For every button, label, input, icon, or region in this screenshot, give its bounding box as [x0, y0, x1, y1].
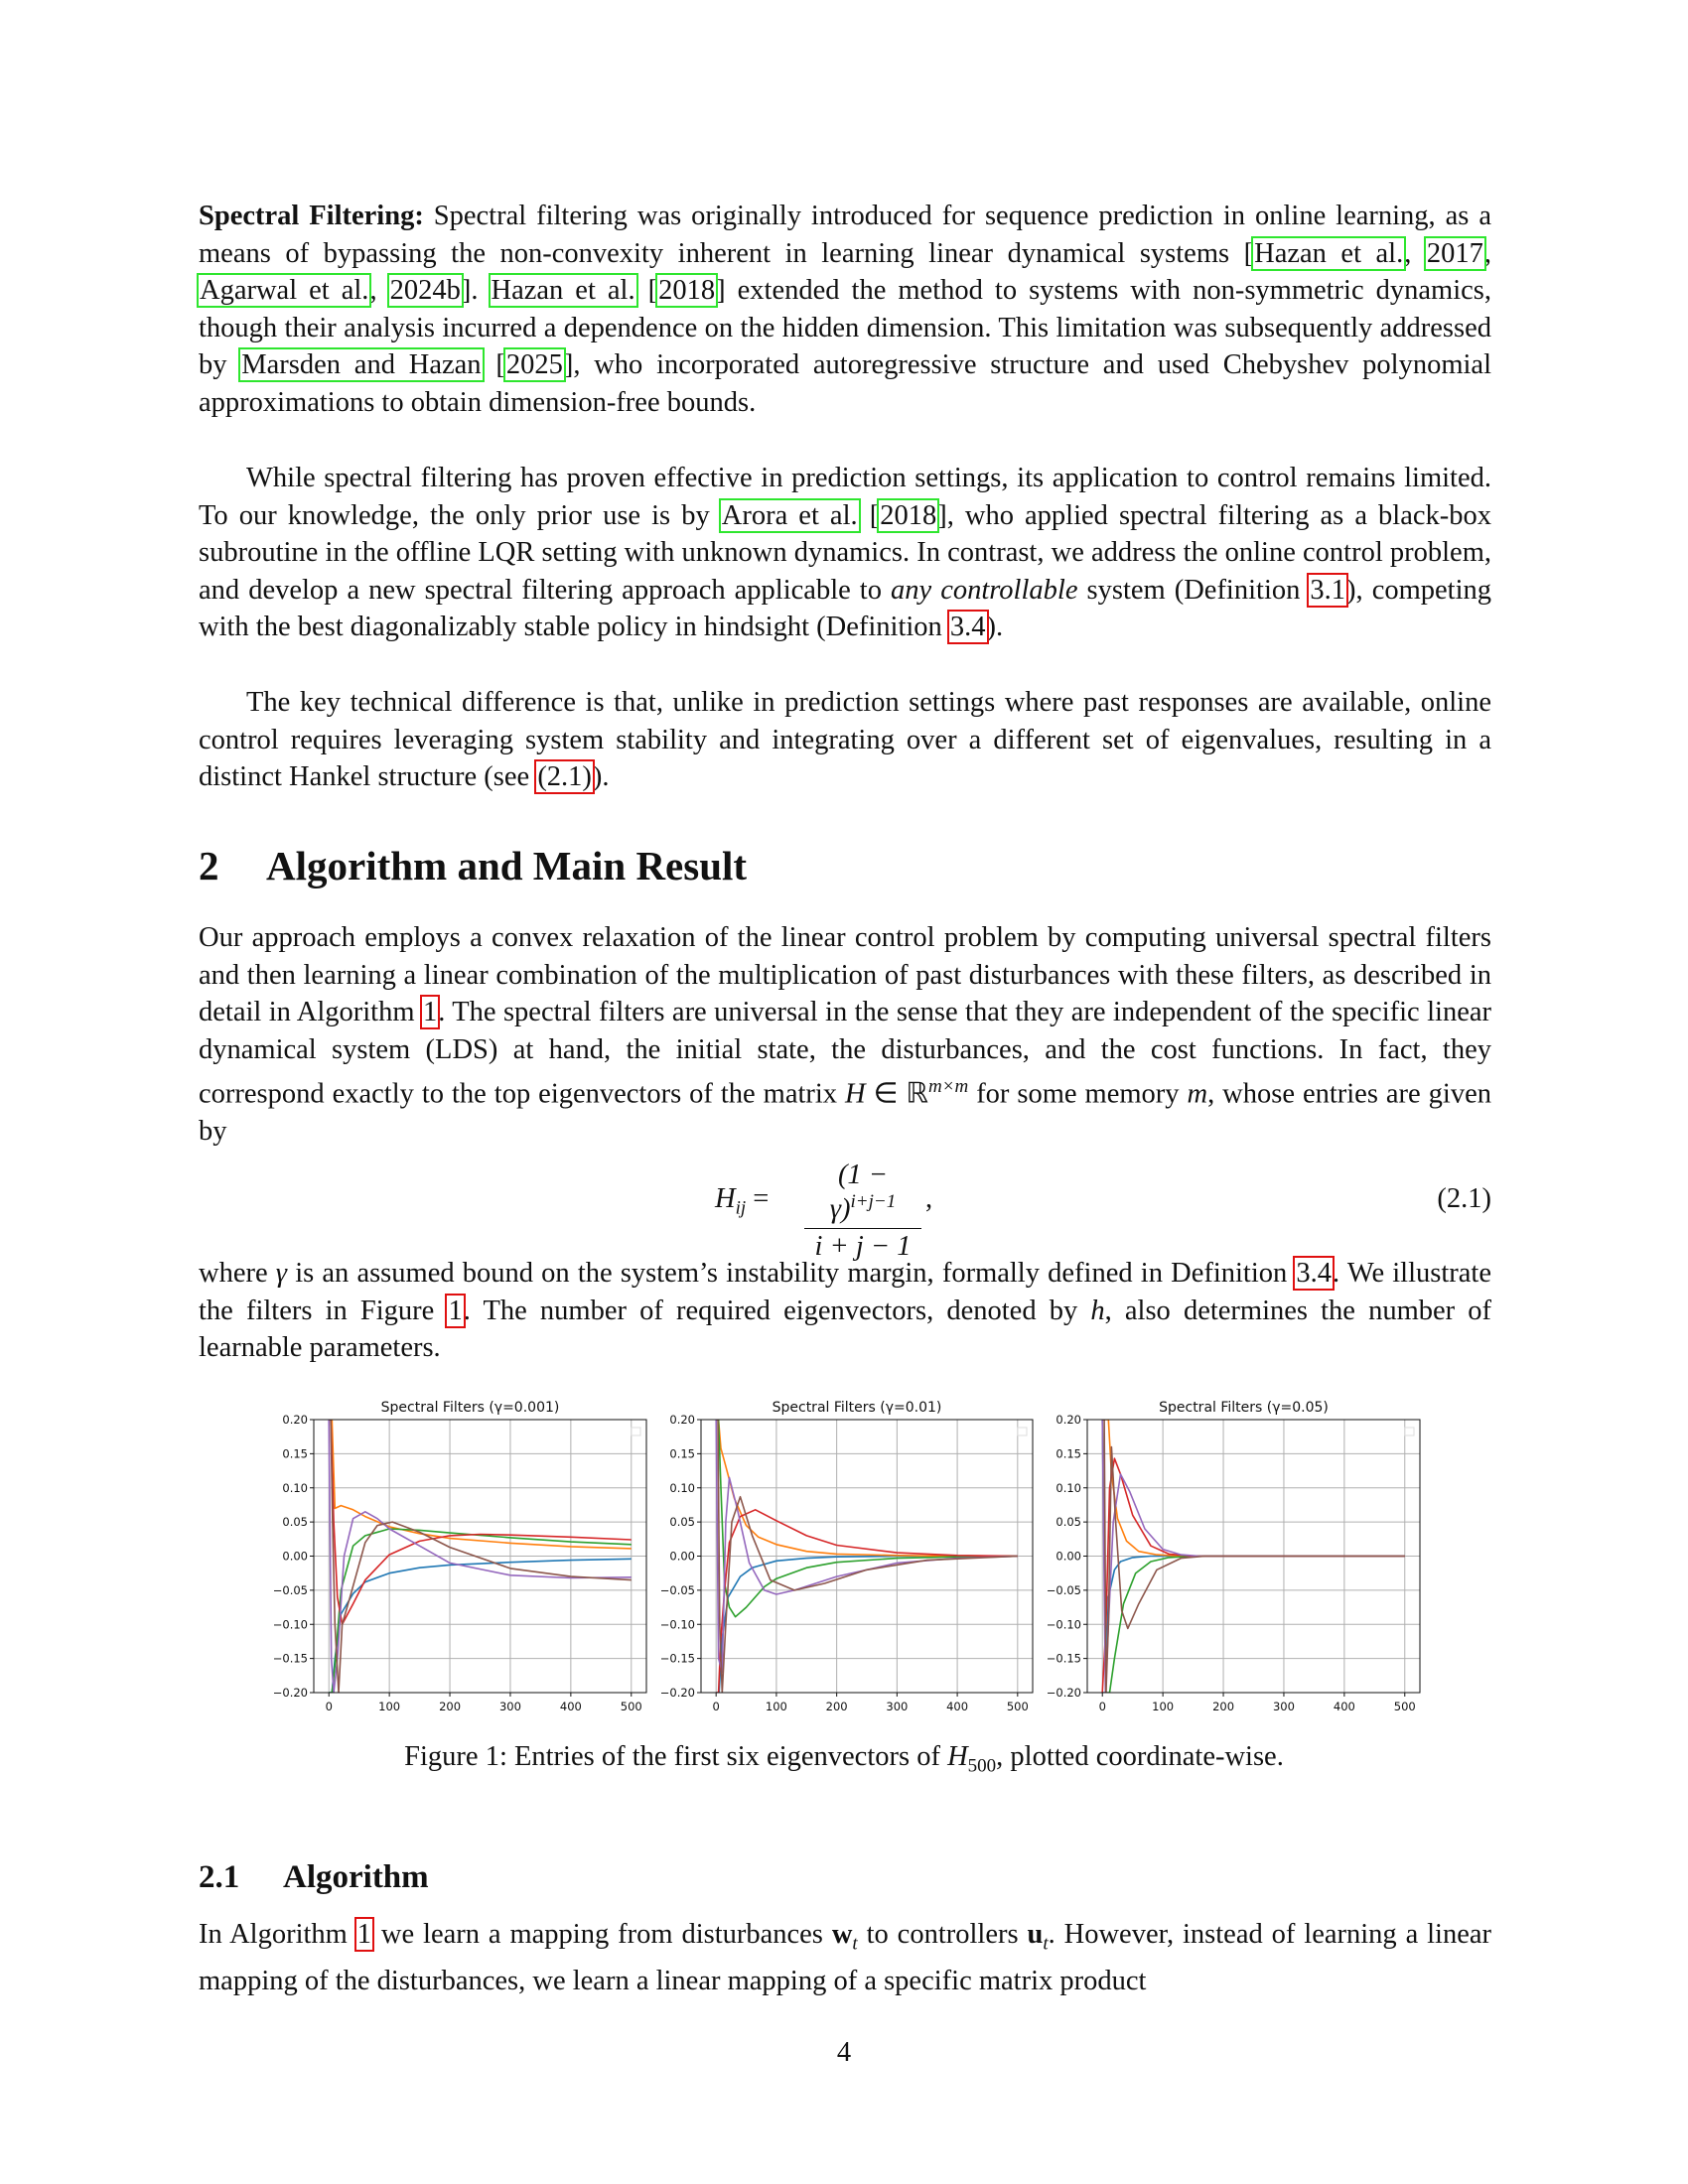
paragraph-key-difference	[199, 684, 1491, 796]
y-tick-label: −0.20	[1046, 1686, 1081, 1700]
math-symbol: γ	[275, 1258, 288, 1289]
reference-link-definition-3-4[interactable]: 3.4	[949, 612, 986, 643]
text: , whose entries are given by	[199, 1078, 1491, 1148]
reference-link-definition-3-1[interactable]: 3.1	[1310, 574, 1346, 606]
section-heading-2-1	[199, 1859, 429, 1896]
y-tick-label: 0.20	[1055, 1413, 1081, 1427]
text: Spectral filtering was originally introduced for sequence prediction in online learning, as a means of bypassing the non-convexity inherent in learning linear dynamical systems [	[199, 201, 1491, 269]
series-line-3	[716, 1420, 1018, 1617]
series-line-1	[1102, 1557, 1405, 1694]
math-subscript: ij	[735, 1197, 747, 1219]
x-tick-label: 500	[1393, 1700, 1416, 1713]
citation-link-agarwal-2024b-year[interactable]: 2024b	[389, 275, 461, 307]
grid-lines	[1087, 1420, 1420, 1693]
grid-lines	[314, 1420, 646, 1693]
legend-box	[1405, 1428, 1414, 1435]
page-number: 4	[836, 2037, 852, 2068]
text: to controllers	[857, 1919, 1028, 1950]
y-tick-label: 0.15	[282, 1446, 308, 1461]
text: ).	[592, 761, 610, 793]
series-line-6	[329, 1420, 632, 1693]
math-subscript: 500	[967, 1755, 997, 1777]
text: ).	[986, 612, 1004, 643]
series-lines	[329, 1420, 632, 1693]
text: system (Definition	[1077, 574, 1310, 606]
chart-title: Spectral Filters (γ=0.01)	[772, 1400, 942, 1416]
series-line-5	[1102, 1420, 1405, 1693]
x-tick-label: 0	[1098, 1700, 1106, 1713]
citation-link-marsden-hazan-author[interactable]: Marsden and Hazan	[241, 349, 482, 381]
fraction-numerator	[804, 1160, 921, 1229]
equation-2-1	[199, 1160, 1491, 1262]
text: ,	[1483, 237, 1492, 269]
math-subscript: t	[1043, 1933, 1049, 1955]
text: , who applied spectral filtering as a black-box subroutine in the offline LQR setting with unknown dynamics. In contrast, we address the online control problem, and develop a new spectral filtering approach applicable to	[199, 499, 1491, 606]
runin-heading: Spectral Filtering:	[199, 201, 424, 231]
math-vector-w: w	[831, 1919, 853, 1950]
series-line-2	[1102, 1420, 1405, 1557]
x-tick-label: 400	[559, 1700, 582, 1713]
text: extended the method to systems with non-symmetric dynamics, though their analysis incurred a dependence on the hidden dimension. This limitation was subsequently addressed by	[199, 275, 1491, 381]
chart-spectral-filters-gamma-0-001	[273, 1400, 646, 1713]
x-tick-label: 300	[498, 1700, 521, 1713]
equation-tag: (2.1)	[1437, 1183, 1491, 1214]
text: where	[199, 1258, 276, 1289]
text: , also determines the number of learnable parameters.	[199, 1295, 1492, 1364]
figure-caption	[0, 1741, 1688, 1778]
series-line-5	[716, 1420, 1018, 1672]
y-tick-label: −0.10	[272, 1617, 308, 1632]
text: . The number of required eigenvectors, denoted by	[463, 1295, 1091, 1326]
x-tick-label: 100	[1152, 1700, 1175, 1713]
x-tick-label: 500	[620, 1700, 642, 1713]
text: for some memory	[968, 1078, 1188, 1110]
x-tick-label: 300	[1272, 1700, 1295, 1713]
text: Our approach employs a convex relaxation of the linear control problem by computing universal spectral filters and then learning a linear combination of the multiplication of past disturbances with these filters, as described in detail in Algorithm	[199, 922, 1491, 1028]
y-tick-label: 0.15	[669, 1446, 695, 1461]
y-tick-label: −0.10	[659, 1617, 695, 1632]
chart-spectral-filters-gamma-0-05	[1047, 1400, 1420, 1713]
series-line-1	[716, 1557, 1018, 1694]
x-tick-label: 500	[1006, 1700, 1029, 1713]
y-tick-label: −0.15	[1046, 1651, 1081, 1666]
text: , who incorporated autoregressive structure and used Chebyshev polynomial approximations to obtain dimension-free bounds.	[199, 349, 1491, 418]
y-tick-label: −0.15	[272, 1651, 308, 1666]
text: ].	[461, 275, 491, 307]
series-lines	[1102, 1420, 1405, 1693]
series-line-6	[716, 1420, 1018, 1693]
paragraph-approach	[199, 919, 1491, 1151]
reference-link-definition-3-4[interactable]: 3.4	[1296, 1258, 1333, 1289]
citation-link-hazan-2017-author[interactable]: Hazan et al.	[1254, 237, 1404, 269]
equation-comma: ,	[925, 1183, 933, 1214]
y-tick-label: 0.10	[669, 1480, 695, 1495]
y-tick-label: −0.05	[659, 1582, 695, 1597]
text: we learn a mapping from disturbances	[372, 1919, 832, 1950]
y-tick-label: −0.05	[272, 1582, 308, 1597]
y-tick-label: 0.00	[282, 1549, 308, 1564]
y-tick-label: 0.10	[282, 1480, 308, 1495]
series-line-2	[716, 1420, 1018, 1557]
reference-link-algorithm-1[interactable]: 1	[422, 997, 438, 1028]
emphasis-text: any controllable	[891, 574, 1078, 606]
math-symbol: H	[845, 1078, 866, 1110]
math-superscript: m×m	[927, 1076, 969, 1098]
plot-frame	[1087, 1420, 1420, 1693]
section-title: Algorithm	[283, 1859, 429, 1895]
x-tick-label: 100	[765, 1700, 787, 1713]
reference-link-figure-1[interactable]: 1	[448, 1295, 463, 1326]
math-text: (1 − γ)	[829, 1160, 889, 1225]
citation-link-arora-2018-year[interactable]: 2018	[880, 499, 937, 531]
series-line-3	[1102, 1420, 1405, 1693]
reference-link-equation-2-1[interactable]: (2.1)	[537, 761, 592, 793]
citation-link-arora-2018-author[interactable]: Arora et al.	[721, 499, 858, 531]
section-number: 2.1	[199, 1859, 240, 1895]
caption-text: , plotted coordinate-wise.	[996, 1741, 1284, 1772]
x-tick-label: 200	[1212, 1700, 1235, 1713]
x-tick-label: 200	[439, 1700, 462, 1713]
section-title: Algorithm and Main Result	[266, 843, 748, 888]
series-line-4	[1102, 1458, 1405, 1693]
y-tick-label: −0.20	[272, 1686, 308, 1700]
y-tick-label: 0.05	[669, 1515, 695, 1530]
citation-link-marsden-hazan-year[interactable]: 2025	[505, 349, 563, 381]
equation-fraction	[804, 1160, 921, 1263]
citation-link-hazan-2018-author[interactable]: Hazan et al.	[491, 275, 635, 307]
text: . The spectral filters are universal in the sense that they are independent of the specific linear dynamical system (LDS) at hand, the initial state, the disturbances, and the cost functions. In fact, they correspond exactly to the top eigenvectors of the matrix	[199, 997, 1491, 1110]
y-tick-label: 0.20	[669, 1413, 695, 1427]
x-tick-label: 200	[825, 1700, 848, 1713]
math-symbol: m	[1187, 1078, 1208, 1110]
paragraph-where-gamma	[199, 1255, 1491, 1367]
y-tick-label: 0.05	[1055, 1515, 1081, 1530]
text: ), competing with the best diagonalizably stable policy in hindsight (Definition	[199, 574, 1491, 643]
grid-lines	[701, 1420, 1033, 1693]
legend-box	[1018, 1428, 1027, 1435]
fraction-denominator: i + j − 1	[814, 1230, 912, 1262]
text: While spectral filtering has proven effective in prediction settings, its application to control remains limited. To our knowledge, the only prior use is by	[199, 463, 1491, 531]
math-subscript: t	[852, 1933, 858, 1955]
y-tick-label: −0.10	[1046, 1617, 1081, 1632]
x-tick-label: 300	[886, 1700, 909, 1713]
x-tick-label: 400	[1333, 1700, 1355, 1713]
chart-spectral-filters-gamma-0-01	[660, 1400, 1033, 1713]
y-tick-label: 0.00	[1055, 1549, 1081, 1564]
caption-text: Figure 1: Entries of the first six eigenvectors of	[404, 1741, 948, 1772]
y-tick-label: −0.05	[1046, 1582, 1081, 1597]
series-lines	[716, 1420, 1018, 1693]
math-superscript: i+j−1	[850, 1191, 897, 1212]
x-tick-label: 100	[378, 1700, 401, 1713]
section-number: 2	[199, 843, 219, 888]
paragraph-algorithm-intro	[199, 1916, 1491, 2000]
citation-link-hazan-2018-year[interactable]: 2018	[658, 275, 716, 307]
math-symbol: h	[1090, 1295, 1105, 1326]
series-line-6	[1102, 1420, 1405, 1693]
equation-lhs	[715, 1183, 769, 1220]
paragraph-spectral-filtering: Spectral Filtering: Spectral filtering was originally introduced for sequence prediction in online learning, as a means of bypassing the non-convexity inherent in learning linear dynamical systems [Hazan et al., 2017, Agarwal et al., 2024b]. Hazan et al. [2018] extended the method to systems with non-symmetric dynamics, though their analysis incurred a dependence on the hidden dimension. This limitation was subsequently addressed by Marsden and Hazan [2025], who incorporated autoregressive structure and used Chebyshev polynomial approximations to obtain dimension-free bounds.	[199, 201, 1492, 418]
series-line-1	[329, 1559, 632, 1693]
section-heading-2	[199, 842, 747, 889]
text: ∈ ℝ	[865, 1078, 928, 1110]
y-tick-label: 0.10	[1055, 1480, 1081, 1495]
y-tick-label: −0.15	[659, 1651, 695, 1666]
chart-title: Spectral Filters (γ=0.001)	[380, 1400, 560, 1416]
legend-box	[632, 1428, 640, 1435]
text: is an assumed bound on the system’s instability margin, formally defined in Definition	[287, 1258, 1296, 1289]
equals-sign: =	[746, 1183, 770, 1214]
chart-title: Spectral Filters (γ=0.05)	[1159, 1400, 1329, 1416]
x-tick-label: 0	[325, 1700, 333, 1713]
series-line-4	[716, 1510, 1018, 1693]
text: . We illustrate the filters in Figure	[199, 1258, 1491, 1326]
paragraph-prior-use: While spectral filtering has proven effective in prediction settings, its application to control remains limited. To our knowledge, the only prior use is by Arora et al. [2018], who applied spectral filtering as a black-box subroutine in the offline LQR setting with unknown dynamics. In contrast, we address the online control problem, and develop a new spectral filtering approach applicable to any controllable system (Definition 3.1), competing with the best diagonalizably stable policy in hindsight (Definition 3.4).	[199, 463, 1491, 643]
math-symbol: H	[947, 1741, 968, 1772]
series-line-3	[329, 1529, 632, 1693]
reference-link-algorithm-1[interactable]: 1	[356, 1919, 371, 1950]
citation-link-hazan-2017-year[interactable]: 2017	[1426, 237, 1483, 269]
y-tick-label: 0.20	[282, 1413, 308, 1427]
plot-frame	[701, 1420, 1033, 1693]
y-tick-label: 0.00	[669, 1549, 695, 1564]
series-line-2	[329, 1420, 632, 1549]
text: In Algorithm	[199, 1919, 356, 1950]
text: . However, instead of learning a linear mapping of the disturbances, we learn a linear mapping of a specific matrix product	[199, 1919, 1492, 1997]
text: The key technical difference is that, unlike in prediction settings where past responses are available, online control requires leveraging system stability and integrating over a different set of eigenvalues, resulting in a distinct Hankel structure (see	[199, 687, 1491, 793]
plot-frame	[314, 1420, 646, 1693]
citation-link-agarwal-2024b-author[interactable]: Agarwal et al.	[200, 275, 369, 307]
x-tick-label: 0	[712, 1700, 720, 1713]
y-tick-label: 0.15	[1055, 1446, 1081, 1461]
series-line-4	[329, 1420, 632, 1624]
y-tick-label: −0.20	[659, 1686, 695, 1700]
math-symbol: H	[715, 1183, 736, 1214]
math-vector-u: u	[1027, 1919, 1044, 1950]
y-tick-label: 0.05	[282, 1515, 308, 1530]
x-tick-label: 400	[946, 1700, 969, 1713]
series-line-5	[329, 1420, 632, 1693]
